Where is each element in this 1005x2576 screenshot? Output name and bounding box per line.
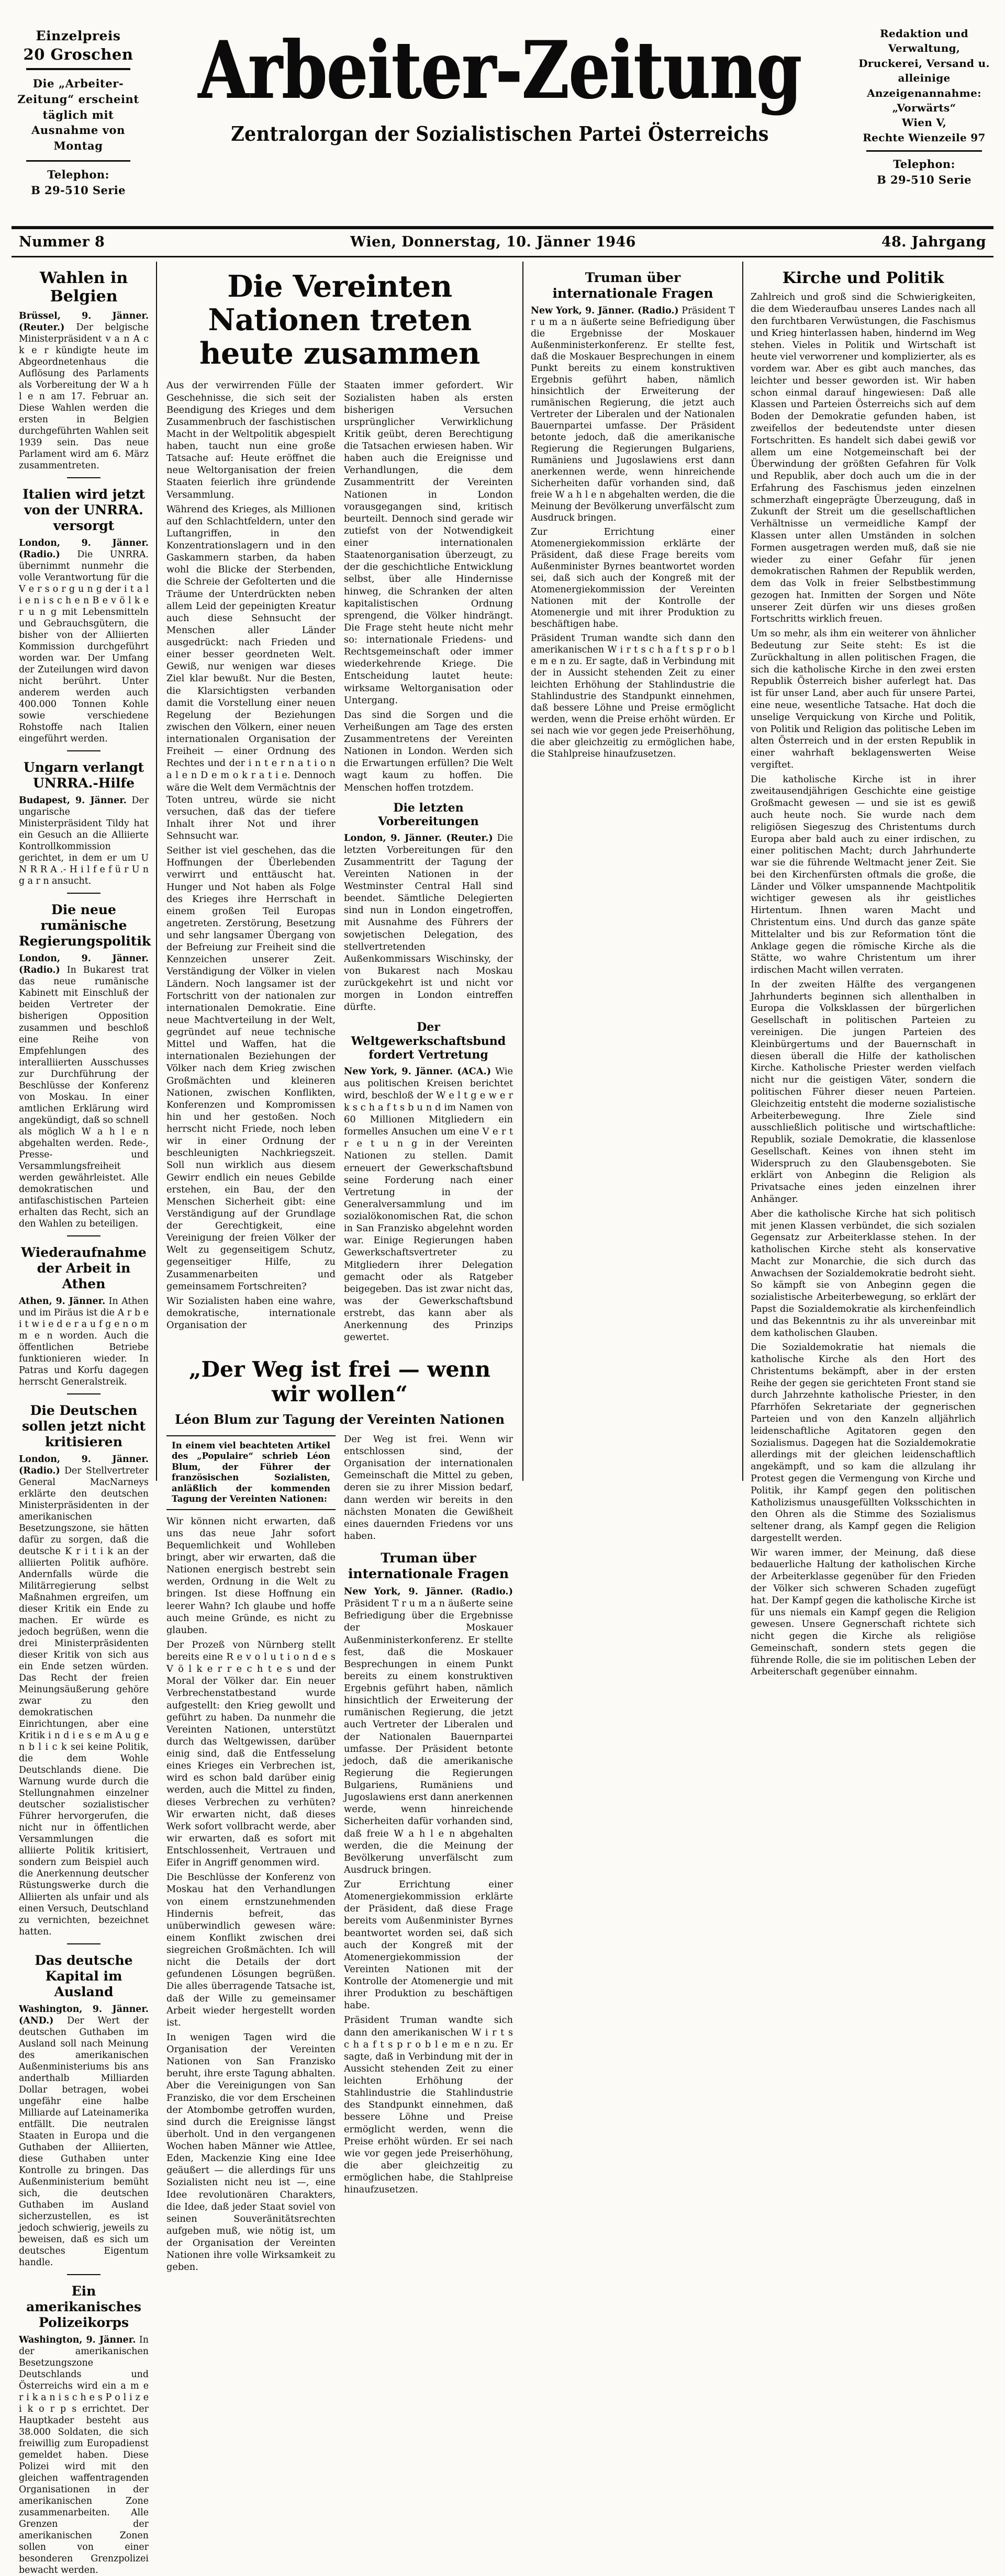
headline-weltgewerkschaftsbund: Der Weltgewerkschaftsbund fordert Vertretung [351, 1020, 506, 1062]
masthead-right-divider [866, 150, 982, 152]
article-body: Die UNRRA. übernimmt nunmehr die volle Verantwortung für die V e r s o r g u n g der i t a l i e n i s c h e n B e v ö l k e r u n g mit Lebensmitteln und Gebrauchsgütern, die bisher von der Alliierten Kommission durchgeführt worden war. Der Umfang der Zuteilungen wird davon nicht berührt. Unter anderem werden auch 400.000 Tonnen Kohle sowie verschiedene Rohstoffe nach Italien eingeführt werden. [19, 549, 149, 745]
article-body: Die letzten Vorbereitungen für den Zusammentritt der Tagung der Vereinten Nationen in der Westminster Central Hall sind beendet. Sämtliche Delegierten sind nun in London eingetroffen, mit Ausnahme des Führers der sowjetischen Delegation, des stellvertretenden Außenkommissars Wischinsky, der von Bukarest nach Moskau zurückgekehrt ist und nicht vor morgen in London eintreffen dürfte. [344, 832, 513, 1013]
dateline: New York, 9. Jänner. (Radio.) [531, 306, 679, 316]
masthead-right-info [855, 19, 993, 188]
article-body: Wie aus politischen Kreisen berichtet wird, beschloß der W e l t g e w e r k s c h a f t s b u n d im Namen von 60 Millionen Mitgliedern ein formelles Ansuchen um eine V e r t r e t u n g in der Vereinten Nationen zu stellen. Damit erneuert der Gewerkschaftsbund seine Forderung nach einer Vertretung in der Generalversammlung und im sozialökonomischen Rat, die schon in San Franzisko abgelehnt worden war. Einige Regierungen haben Gewerkschaftsvertreter zu Mitgliedern ihrer Delegation gemacht oder als Ratgeber beigegeben. Das ist zwar nicht das, was der Gewerkschaftsbund erstrebt, das kann aber als Anerkennung des Prinzips gewertet. [344, 1065, 513, 1343]
article-arbeit-athen [19, 1296, 149, 1388]
article-paragraph: Das sind die Sorgen und die Verheißungen am Tage des ersten Zusammentretens der Vereinten Nationen in London. Werden sich die Erwartungen erfüllen? Die Welt wagt kaum zu hoffen. Die Menschen hoffen trotzdem. [344, 709, 513, 793]
article-paragraph: Während des Krieges, als Millionen auf den Schlachtfeldern, unter den Luftangriffen, in den Konzentrationslagern und in den Gaskammern starben, da haben wohl die Blicke der Sterbenden, die Schreie der Gefolterten und die Träume der Unterdrückten neben allem Leid der gepeinigten Kreatur auch diese Sehnsucht der Menschen aller Länder ausgedrückt: nach Frieden und einer besser geordneten Welt. Gewiß, nur wenigen war dieses Ziel klar bewußt. Nur die Besten, die Klarsichtigsten verbanden damit die Vorstellung einer neuen Regelung der Beziehungen zwischen den Völkern, einer neuen internationalen Organisation der Freiheit — einer Ordnung des Rechtes und der i n t e r n a t i o n a l e n D e m o k r a t i e. Dennoch wäre die Welt dem Vermächtnis der Toten untreu, würde sie nicht versuchen, daß das der tiefere Inhalt ihrer Not und ihrer Sehnsucht war. [166, 503, 336, 842]
column-1 [12, 262, 157, 2576]
article-paragraph: Zahlreich und groß sind die Schwierigkeiten, die dem Wiederaufbau unseres Landes nach all den furchtbaren Verwüstungen, die Faschismus und Krieg hinterlassen haben, hindernd im Weg stehen. Vieles in Politik und Wirtschaft ist heute viel verworrener und komplizierter, als es vordem war. Aber es gibt auch manches, das leichter und besser geworden ist. Wir haben schon einmal darauf hingewiesen: Daß alle Klassen und Parteien Österreichs sich auf dem Boden der Demokratie gefunden haben, ist zweifellos der bedeutendste unter diesen Fortschritten. Es handelt sich dabei gewiß vor allem um eine Notgemeinschaft bei der Überwindung der größten Gefahren für Volk und Republik, aber doch auch um die in der Erfahrung des Faschismus jeden einzelnen schmerzhaft eingeprägte Überzeugung, daß in Zukunft der Streit um die gesellschaftlichen Verhältnisse un vermeidliche Kampf der Klassen unter allen Umständen in solchen Formen ausgetragen werden muß, daß sie nie wieder zu einer Gefahr für jenen demokratischen Rahmen der Republik werden, dem das Volk in freier Selbstbestimmung gezogen hat. Inmitten der Sorgen und Nöte unserer Zeit dürfen wir uns dieses großen Fortschritts wirklich freuen. [751, 292, 976, 625]
article-rumaenische-politik [19, 953, 149, 1229]
article-letzte-vorbereitungen [344, 832, 513, 1014]
article-italien-unrra [19, 537, 149, 745]
article-deutsches-kapital [19, 2004, 149, 2268]
blum-article-subcolumns [166, 1433, 513, 2276]
main-headline: Die Vereinten Nationen treten heute zusammen [199, 269, 480, 371]
article-body: In Athen und im Piräus ist die A r b e i t w i e d e r a u f g e n o m m e n worden. Auch die öffentlichen Betriebe funktionieren wieder. In Patras und Korfu dagegen herrscht Generalstreik. [19, 1296, 149, 1387]
article-truman [344, 1585, 513, 1876]
article-body: Der belgische Ministerpräsident v a n A c k e r kündigte heute im Abgeordnetenhaus die Auflösung des Parlaments als Vorbereitung der W a h l e n am 17. Februar an. Diese Wahlen werden die ersten in Belgien durchgeführten Wahlen seit 1939 sein. Das neue Parlament wird am 6. März zusammentreten. [19, 322, 149, 471]
article-body: Präsident T r u m a n äußerte seine Befriedigung über die Ergebnisse der Moskauer Außenministerkonferenz. Er stellte fest, daß die Moskauer Besprechungen in einem Punkt bereits zu einem konstruktiven Ergebnis geführt haben, nämlich hinsichtlich der Erweiterung der rumänischen Regierung, die jetzt auch Vertreter der Liberalen und der Nationalen Bauernpartei umfasse. Der Präsident betonte jedoch, daß die amerikanische Regierung die Regierungen Bulgariens, Rumäniens und Jugoslawiens erst dann anerkennen werde, wenn hinreichende Sicherheiten dafür vorhanden sind, daß freie W a h l e n abgehalten werden, die die Meinung der Bevölkerung unverfälscht zum Ausdruck bringen. [344, 1598, 513, 1875]
dateline: London, 9. Jänner. (Radio.) [19, 953, 149, 976]
infobar [12, 229, 993, 256]
address-city: Wien V, [901, 116, 947, 129]
article-wahlen-belgien [19, 310, 149, 471]
dateline: New York, 9. Jänner. (ACA.) [344, 1065, 492, 1077]
article-paragraph: Um so mehr, als ihm ein weiterer von ähnlicher Bedeutung zur Seite steht: Es ist die Zurückhaltung in allen politischen Fragen, die sich die katholische Kirche in den zwei ersten Republik Österreich bisher auferlegt hat. Das ist für unser Land, aber auch für unsere Partei, eine neue, wesentliche Tatsache. Hat doch die unselige Verquickung von Kirche und Politik, von Politik und Religion das politische Leben im alten Österreich und in der ersten Republik in einer wahrhaft beklagenswerten Weise vergiftet. [751, 628, 976, 770]
infobar-section [12, 226, 993, 257]
phone-label: Telephon: [47, 168, 109, 182]
dateline: London, 9. Jänner. (Radio.) [19, 538, 149, 560]
article-body: In Bukarest trat das neue rumänische Kabinett mit Einschluß der beiden Vertreter der bisherigen Opposition zusammen und beschloß eine Reihe von Empfehlungen des interalliierten Ausschusses zur Durchführung der Beschlüsse der Konferenz von Moskau. In einer amtlichen Erklärung wird angekündigt, daß so schnell als möglich W a h l e n abgehalten werden. Rede-, Presse- und Versammlungsfreiheit werden gewährleistet. Alle demokratischen und antifaschistischen Parteien erhalten das Recht, sich an den Wahlen zu beteiligen. [19, 965, 149, 1229]
blum-article-left [166, 1433, 336, 2276]
article-paragraph: In wenigen Tagen wird die Organisation der Vereinten Nationen von San Franzisko beruht, ihre erste Tagung abhalten. Aber die Vereinigungen von San Franzisko, die vor dem Erscheinen der Atombombe getroffen wurden, sind durch die Ereignisse längst überholt. Und in den vergangenen Wochen haben Männer wie Attlee, Eden, Mackenzie King eine Idee geäußert — die allerdings für uns Sozialisten nicht neu ist —, eine Idee revolutionären Charakters, die Idee, daß jeder Staat soviel von seinen Souveränitätsrechten aufgeben muß, wie nötig ist, um der Organisation der Vereinten Nationen ihre volle Wirksamkeit zu geben. [166, 2031, 336, 2273]
article-paragraph: Wir waren immer, der Meinung, daß diese bedauerliche Haltung der katholischen Kirche der Arbeiterklasse gegenüber für den Frieden der Völker sich schweren Schaden zugefügt hat. Der Kampf gegen die katholische Kirche ist für uns niemals ein Kampf gegen die Religion gewesen. Unsere Gegnerschaft richtete sich nicht gegen die Kirche als religiöse Gemeinschaft, sondern stets gegen die führende Rolle, die sie im politischen Leben der Arbeiterschaft gegenüber einnahm. [751, 1547, 976, 1678]
column-2 [157, 262, 523, 2273]
headline-wahlen-belgien: Wahlen in Belgien [39, 269, 128, 306]
newspaper-title: Arbeiter-Zeitung [198, 24, 801, 117]
column-3 [523, 262, 743, 1481]
address-org: „Vorwärts“ [892, 101, 956, 114]
article-divider [67, 477, 100, 478]
article-divider [67, 893, 100, 894]
article-divider [67, 2274, 100, 2275]
article-divider [67, 1943, 100, 1944]
price-label: Einzelpreis [36, 28, 121, 43]
article-paragraph: Die Sozialdemokratie hat niemals die katholische Kirche als den Hort des Christentums bekämpft, aber in der ersten Reihe der gegen sie gerichteten Front stand sie durch Jahrzehnte katholische Priester, in den Pfarrhöfen Sekretariate der gegnerischen Parteien und von den Kanzeln alljährlich leidenschaftliche Agitatoren gegen den Sozialismus. Dagegen hat die Sozialdemokratie allerdings mit der gleichen leidenschaftlich angekämpft, und so kam die allzulang ihr Protest gegen die Vermengung von Kirche und Politik, ihr Kampf gegen den politischen Katholizismus unausgefüllten Volksschichten in den Ohren als die Stimme des Sozialismus seltener drang, als Kampf gegen die Religion dargestellt werden. [751, 1342, 976, 1544]
main-article-right [344, 379, 513, 1346]
address-block: Redaktion und Verwaltung, Druckerei, Versand u. alleinige Anzeigenannahme: [858, 27, 990, 99]
dateline: Budapest, 9. Jänner. [19, 795, 127, 806]
masthead-left-divider-2 [26, 160, 130, 162]
headline-truman-duplicate: Truman über internationale Fragen [552, 270, 713, 301]
headline-deutsche-kritisieren: Die Deutschen sollen jetzt nicht kritisieren [21, 1402, 146, 1449]
article-paragraph: Aus der verwirrenden Fülle der Geschehnisse, die sich seit der Beendigung des Krieges und dem Zusammenbruch der faschistischen Macht in der Weltpolitik abgespielt haben, taucht nun eine große Tatsache auf: Heute eröffnet die neue Weltorganisation der freien Staaten feierlich ihre gründende Versammlung. [166, 380, 336, 500]
issue-date: Wien, Donnerstag, 10. Jänner 1946 [350, 234, 636, 250]
article-paragraph: Präsident Truman wandte sich dann den amerikanischen W i r t s c h a f t s p r o b l e m e n zu. Er sagte, daß in Verbindung mit der in Aussicht stehenden Zeit zu einer leichten Erhöhung der Stahlindustrie die Stahlindustrie des Standpunkt einnehmen, daß bessere Löhne und Preise ermöglicht werden, wenn die Preise erhöht würden. Er sei nach wie vor gegen jede Preiserhöhung, die aber gleichzeitig zu ermöglichen habe, die Stahlpreise hinaufzusetzen. [344, 2015, 513, 2196]
headline-deutsches-kapital: Das deutsche Kapital im Ausland [35, 1952, 133, 1999]
headline-kirche-und-politik: Kirche und Politik [782, 269, 944, 287]
article-deutsche-kritisieren [19, 1454, 149, 1938]
article-divider [67, 1235, 100, 1236]
issue-number: Nummer 8 [19, 234, 105, 250]
article-paragraph: Präsident Truman wandte sich dann den amerikanischen W i r t s c h a f t s p r o b l e m e n zu. Er sagte, daß in Verbindung mit der in Aussicht stehenden Zeit zu einer leichten Erhöhung der Stahlindustrie die Stahlindustrie des Standpunkt einnehmen, daß bessere Löhne und Preise ermöglicht werden, wenn die Preise erhöht würden. Er sei nach wie vor gegen jede Preiserhöhung, die aber gleichzeitig zu ermöglichen habe, die Stahlpreise hinaufzusetzen. [531, 633, 735, 759]
infobar-rule-bottom [12, 256, 993, 257]
article-body: In der amerikanischen Besetzungszone Deutschlands und Österreichs wird ein a m e r i k a n i s c h e s P o l i z e i k o r p s errichtet. Der Hauptkader besteht aus 38.000 Soldaten, die sich freiwillig zum Europadienst gemeldet haben. Diese Polizei wird mit den gleichen waffentragenden Organisationen in der amerikanischen Zone zusammenarbeiten. Alle Grenzen der amerikanischen Zonen sollen von einer besonderen Grenzpolizei bewacht werden. [19, 2334, 149, 2576]
article-paragraph: Der Weg ist frei. Wenn wir entschlossen sind, der Organisation der internationalen Gemeinschaft die Mittel zu geben, deren sie zu ihrer Mission bedarf, dann werden wir bereits in den nächsten Monaten die Gewißheit eines dauernden Friedens vor uns haben. [344, 1433, 513, 1542]
article-ungarn-unrra [19, 795, 149, 887]
dateline: London, 9. Jänner. (Reuter.) [344, 832, 493, 843]
dateline: Brüssel, 9. Jänner. (Reuter.) [19, 310, 149, 333]
issue-year: 48. Jahrgang [881, 234, 986, 250]
headline-der-weg-ist-frei: „Der Weg ist frei — wenn wir wollen“ [188, 1357, 491, 1407]
article-body: Der Wert der deutschen Guthaben im Ausland soll nach Meinung des amerikanischen Außenministeriums bis ans anderthalb Milliarden Dollar betragen, wobei ungefähr eine halbe Milliarde auf Lateinamerika entfällt. Die neutralen Staaten in Europa und die Guthaben der Alliierten, diese Guthaben unter Kontrolle zu bringen. Das Außenministerium bemüht sich, die deutschen Guthaben im Ausland sicherzustellen, es ist jedoch schwierig, jeweils zu beweisen, daß es sich um deutsches Eigentum handle. [19, 2015, 149, 2268]
phone-value: B 29-510 Serie [31, 183, 126, 197]
subheadline-leon-blum: Léon Blum zur Tagung der Vereinten Nationen [175, 1411, 505, 1427]
article-polizeikorps [19, 2334, 149, 2576]
article-paragraph: Seither ist viel geschehen, das die Hoffnungen der Überlebenden verwirrt und enttäuscht hat. Hunger und Not haben als Folge des Krieges ihre Herrschaft in einem großen Teil Europas angetreten. Zerstörung, Besetzung und sehr langsamer Übergang von der Befreiung zur Freiheit sind die Kennzeichen unserer Zeit. Verständigung der Völker in vielen Ländern. Noch langsamer ist der Fortschritt von der nationalen zur internationalen Demokratie. Eine neue Machtverteilung in der Welt, gegründet auf neue technische Mittel und Waffen, hat die internationalen Beziehungen der Völker nach dem Krieg zwischen Großmächten und kleineren Nationen, zwischen Konflikten, Konferenzen und Kompromissen hin und her gestoßen. Noch herrscht nicht Friede, noch leben wir in einer Ordnung der beschleunigten Nachkriegszeit. Soll nun wirklich aus diesem Gewirr endlich ein neues Gebilde erstehen, ein Bau, der den Menschen Sicherheit gibt: eine Verständigung auf der Grundlage der Gerechtigkeit, eine Vereinigung der freien Völker der Welt zu gegenseitigem Schutz, gegenseitiger Hilfe, zu Zusammenarbeiten und gemeinsamem Fortschreiten? [166, 845, 336, 1292]
article-columns [12, 262, 993, 2576]
masthead-left-info [12, 19, 145, 198]
article-paragraph: Die katholische Kirche ist in ihrer zweitausendjährigen Geschichte eine geistige Großmacht gewesen — und sie ist es gewiß auch heute noch. Sie wurde nach dem religiösen Siegeszug des Christentums durch Europa aber bald auch zu einer irdischen, zu einer politischen Macht; durch Jahrhunderte war sie die führende Weltmacht jener Zeit. Sie bei den Kirchenfürsten oftmals die große, die Länder und Völker umspannende Machtpolitik wichtiger gewesen als ihr geistliches Hirtentum. Ihnen waren Macht und Christentum eins. Und durch das ganze späte Mittelalter und bis zur Reformation tönt die Anklage gegen die römische Kirche als die Stätte, wo wahre Christentum um ihrer irdischen Macht willen verraten. [751, 774, 976, 976]
article-body: Der Stellvertreter General MacNarneys erklärte den deutschen Ministerpräsidenten in der amerikanischen Besetzungszone, sie hätten dafür zu sorgen, daß die deutsche K r i t i k an der alliierten Politik aufhöre. Andernfalls würde die Militärregierung selbst Maßnahmen ergreifen, um dieser Kritik ein Ende zu machen. Er würde es jedoch begrüßen, wenn die drei Ministerpräsidenten dieser Kritik von sich aus ein Ende setzen würden. Das Recht der freien Meinungsäußerung gehöre zwar zu den demokratischen Einrichtungen, aber eine Kritik i n d i e s e m A u g e n b l i c k sei keine Politik, die dem Wohle Deutschlands diene. Die Warnung wurde durch die Stellungnahmen einzelner deutscher sozialistischer Führer hervorgerufen, die nicht nur in öffentlichen Versammlungen die alliierte Politik kritisiert, sondern zum Beispiel auch die Anerkennung deutscher Rüstungswerke durch die Alliierten als unfair und als einen Versuch, Deutschland zu vernichten, bezeichnet hatten. [19, 1465, 149, 1937]
headline-ungarn-unrra: Ungarn verlangt UNRRA.-Hilfe [23, 760, 144, 791]
dateline: Athen, 9. Jänner. [19, 1296, 106, 1307]
headline-letzte-vorbereitungen: Die letzten Vorbereitungen [378, 801, 479, 829]
article-paragraph: In der zweiten Hälfte des vergangenen Jahrhunderts beginnen sich allenthalben in Europa die Volksklassen der bürgerlichen Gesellschaft in politischen Parteien zu vereinigen. Die jungen Parteien des Kleinbürgertums und der Bauernschaft in diesen überall die Hilfe der katholischen Kirche. Katholische Priester werden vielfach nicht nur die geistigen Väter, sondern die politischen Führer dieser neuen Parteien. Gleichzeitig entsteht die moderne sozialistische Arbeiterbewegung. Ihre Ziele sind ausschließlich politische und wirtschaftliche: Republik, soziale Demokratie, die klassenlose Gesellschaft. Keines von ihnen steht im Widerspruch zu den Glaubensgeboten. Sie erklärt von Anbeginn die Religion als Privatsache eines jeden einzelnen ihrer Anhänger. [751, 979, 976, 1205]
masthead-left-divider-1 [26, 68, 130, 70]
headline-truman: Truman über internationale Fragen [348, 1550, 509, 1582]
phone2-value: B 29-510 Serie [877, 173, 972, 186]
masthead [12, 19, 993, 223]
dateline: Washington, 9. Jänner. (AND.) [19, 2004, 149, 2026]
newspaper-subtitle: Zentralorgan der Sozialistischen Partei Österreichs [231, 122, 769, 147]
article-paragraph: Aber die katholische Kirche hat sich politisch mit jenen Klassen verbündet, die sich sozialen Gegensatz zur Arbeiterklasse stehen. In der katholischen Kirche steht als konservative Macht zur Monarchie, die sich durch das Anwachsen der Sozialdemokratie bedroht sieht. So kämpft sie von Anbeginn gegen die sozialistische Arbeiterbewegung, so erklärt der Papst die Sozialdemokratie als kirchenfeindlich und das Bekenntnis zu ihr als unvereinbar mit dem katholischen Glauben. [751, 1208, 976, 1338]
blum-intro-box: In einem viel beachteten Artikel des „Populaire“ schrieb Léon Blum, der Führer der französischen Sozialisten, anläßlich der kommenden Tagung der Vereinten Nationen: [166, 1435, 336, 1510]
article-paragraph: Wir können nicht erwarten, daß uns das neue Jahr sofort Bequemlichkeit und Wohlleben bringt, aber wir erwarten, daß die Nationen energisch bestrebt sein werden, Ordnung in die Welt zu bringen. Ist diese Hoffnung ein leerer Wahn? Ich glaube und hoffe auch meine Gründe, es nicht zu glauben. [166, 1515, 336, 1636]
article-paragraph: Zur Errichtung einer Atomenergiekommission erklärte der Präsident, daß diese Frage bereits vom Außenminister Byrnes beantwortet worden sei, daß sich auch der Kongreß mit der Atomenergiekommission der Vereinten Nationen mit der Kontrolle der Atomenergie und mit ihrer Produktion zu beschäftigen habe. [531, 527, 735, 630]
publication-frequency-note: Die „Arbeiter-Zeitung“ erscheint täglich mit Ausnahme von Montag [17, 77, 139, 153]
headline-polizeikorps: Ein amerikanisches Polizeikorps [26, 2283, 141, 2330]
dateline: New York, 9. Jänner. (Radio.) [344, 1586, 513, 1598]
article-truman [531, 305, 735, 524]
main-article-left [166, 379, 336, 1346]
phone2-label: Telephon: [893, 158, 955, 171]
article-divider [67, 750, 100, 751]
headline-italien-unrra: Italien wird jetzt von der UNRRA. versorgt [23, 487, 145, 533]
dateline: Washington, 9. Jänner. [19, 2334, 136, 2345]
dateline: London, 9. Jänner. (Radio.) [19, 1454, 149, 1476]
masthead-title-block [145, 19, 855, 145]
article-paragraph: Wir Sozialisten haben eine wahre, demokratische, internationale Organisation der [166, 1295, 336, 1331]
headline-arbeit-athen: Wiederaufnahme der Arbeit in Athen [21, 1244, 147, 1291]
article-paragraph: Zur Errichtung einer Atomenergiekommission erklärte der Präsident, daß diese Frage bereits vom Außenminister Byrnes beantwortet worden sei, daß sich auch der Kongreß mit der Atomenergiekommission der Vereinten Nationen mit der Kontrolle der Atomenergie und mit ihrer Produktion zu beschäftigen habe. [344, 1879, 513, 2011]
article-divider [67, 1393, 100, 1394]
article-paragraph: Staaten immer gefordert. Wir Sozialisten haben als ersten bisherigen Versuchen ursprünglicher Verwirklichung Kritik geübt, deren Berechtigung die Tatsachen erwiesen haben. Wir haben auch die Ereignisse und Verhandlungen, die dem Zusammentritt der Vereinten Nationen in London vorausgegangen sind, kritisch beurteilt. Dennoch sind gerade wir zutiefst von der Notwendigkeit einer internationalen Staatenorganisation überzeugt, zu der die geschichtliche Entwicklung selbst, über alle Hindernisse hinweg, die Schranken der alten kapitalistischen Ordnung sprengend, die Völker hindrängt. Die Frage steht heute nicht mehr so: internationale Friedens- und Rechtsgemeinschaft oder immer wiederkehrende Kriege. Die Entscheidung lautet heute: wirksame Weltorganisation oder Untergang. [344, 380, 513, 706]
blum-article-right [344, 1433, 513, 2276]
headline-rumaenische-politik: Die neue rumänische Regierungspolitik [19, 902, 151, 949]
address-street: Rechte Wienzeile 97 [863, 131, 986, 144]
article-body: Der ungarische Ministerpräsident Tildy hat ein Gesuch an die Alliierte Kontrollkommission gerichtet, in dem er um U N R R A .- H i l f e f ü r U n g a r n ansucht. [19, 795, 149, 887]
article-body: Präsident T r u m a n äußerte seine Befriedigung über die Ergebnisse der Moskauer Außenministerkonferenz. Er stellte fest, daß die Moskauer Besprechungen in einem Punkt bereits zu einem konstruktiven Ergebnis geführt haben, nämlich hinsichtlich der Erweiterung der rumänischen Regierung, die jetzt auch Vertreter der Liberalen und der Nationalen Bauernpartei umfasse. Der Präsident betonte jedoch, daß die amerikanische Regierung die Regierungen Bulgariens, Rumäniens und Jugoslawiens erst dann anerkennen werde, wenn hinreichende Sicherheiten dafür vorhanden sind, daß freie W a h l e n abgehalten werden, die die Meinung der Bevölkerung unverfälscht zum Ausdruck bringen. [531, 306, 735, 524]
article-weltgewerkschaftsbund [344, 1065, 513, 1344]
price-value: 20 Groschen [23, 46, 133, 63]
article-paragraph: Die Beschlüsse der Konferenz von Moskau hat den Verhandlungen von einem ernstzunehmenden Hindernis befreit, das unüberwindlich gewesen wäre: einem Konflikt zwischen drei siegreichen Großmächten. Ich will nicht die Details der dort gefundenen Lösungen begrüßen. Die alles überragende Tatsache ist, daß der Wille zu gemeinsamer Arbeit wieder hergestellt worden ist. [166, 1872, 336, 2028]
column-4 [743, 262, 983, 1678]
main-article-subcolumns [166, 379, 513, 1346]
article-paragraph: Der Prozeß von Nürnberg stellt bereits eine R e v o l u t i o n d e s V ö l k e r r e c h t e s und der Moral der Völker dar. Ein neuer Verbrechenstatbestand wurde aufgestellt: den Krieg gewollt und geführt zu haben. Da nunmehr die Vereinten Nationen, unterstützt durch das Weltgewissen, darüber einig sind, daß die Entfesselung eines Krieges ein Verbrechen ist, wird es schon bald darüber einig werden, auch die Mittel zu finden, dieses Verbrechen zu verhüten? Wir erwarten nicht, daß dieses Werk sofort vollbracht werde, aber wir erwarten, daß es sofort mit Entschlossenheit, Vertrauen und Eifer in Angriff genommen wird. [166, 1639, 336, 1869]
